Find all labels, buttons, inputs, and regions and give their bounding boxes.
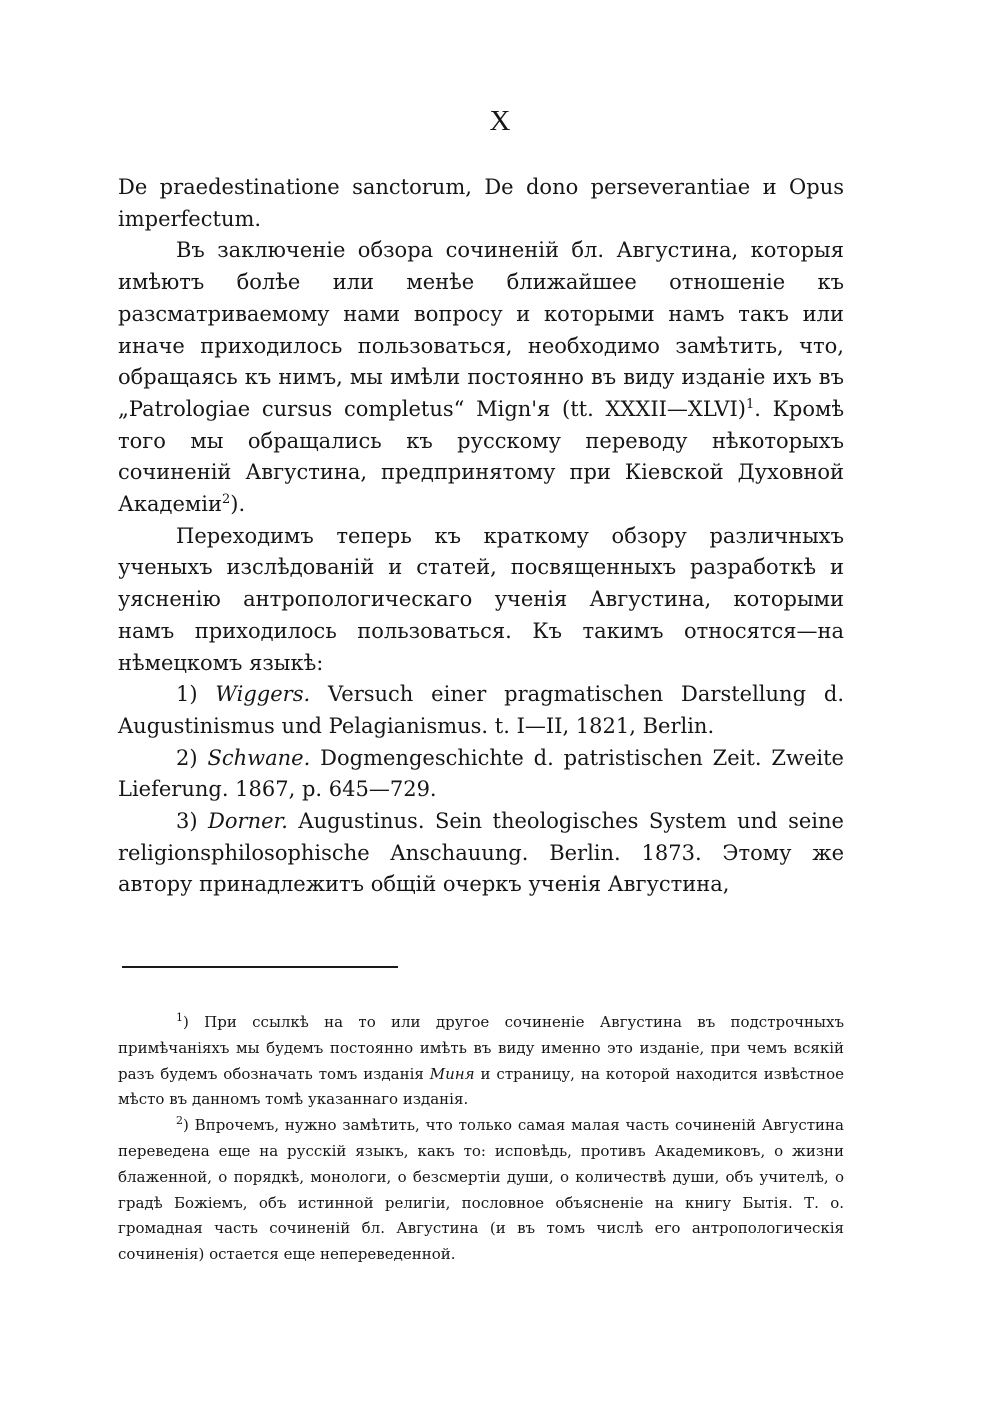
reference-number: 2): [176, 745, 198, 770]
paragraph-editions-text-c: ).: [230, 492, 246, 517]
footnotes: [118, 1010, 844, 1268]
reference-text: Augustinus. Sein theologisches System und seine religionsphilosophische Anschauung. Berlin. 1873. Этому же автору принадлежитъ общій очеркъ ученія Августина,: [118, 809, 844, 897]
reference-author: Wiggers.: [215, 682, 311, 707]
reference-text: Versuch einer pragmatischen Darstellung d. Augustinismus und Pelagianismus. t. I—II, 1821, Berlin.: [118, 682, 844, 738]
paragraph-editions: [118, 235, 844, 520]
paragraph-editions-text-b: . Кромѣ того мы обращались къ русскому переводу нѣкоторыхъ сочиненій Августина, предпринятому при Кіевской Духовной Академіи: [118, 396, 844, 517]
footnote-text: ) Впрочемъ, нужно замѣтить, что только самая малая часть сочиненій Августина переведена еще на русскій языкъ, какъ то: исповѣдь, противъ Академиковъ, о жизни блаженной, о порядкѣ, монологи, о безсмертіи души, о количествѣ души, объ учителѣ, о градѣ Божіемъ, объ истинной религіи, пословное объясненіе на книгу Бытія. Т. о. громадная часть сочиненій бл. Августина (и въ томъ числѣ его антропологическія сочиненія) остается еще непереведенной.: [118, 1116, 844, 1264]
reference-item: [118, 806, 844, 901]
reference-number: 1): [176, 682, 198, 707]
footnote-mark: 2: [176, 1114, 183, 1128]
footnote-text: ) При ссылкѣ на то или другое сочиненіе Августина въ подстрочныхъ примѣчаніяхъ мы будемъ постоянно имѣть въ виду именно это изданіе, при чемъ всякій разъ будемъ обозначать томъ изданія: [118, 1013, 844, 1083]
footnote-emphasis: Миня: [429, 1064, 475, 1083]
footnote-2: [118, 1113, 844, 1268]
footnote-ref-2[interactable]: 2: [221, 492, 231, 508]
paragraph-research-overview: Переходимъ теперь къ краткому обзору различныхъ ученыхъ изслѣдованій и статей, посвященныхъ разработкѣ и уясненію антропологическаго ученія Августина, которыми намъ приходилось пользоваться. Къ такимъ относятся—на нѣмецкомъ языкѣ:: [118, 523, 844, 675]
footnote-1: [118, 1010, 844, 1113]
reference-item: [118, 743, 844, 806]
reference-text: Dogmengeschichte d. patristischen Zeit. Zweite Lieferung. 1867, p. 645—729.: [118, 745, 844, 802]
reference-item: [118, 679, 844, 742]
paragraph-works-list: De praedestinatione sanctorum, De dono perseverantiae и Opus imperfectum.: [118, 175, 844, 231]
reference-author: Schwane.: [207, 745, 311, 770]
footnote-ref-1[interactable]: 1: [745, 396, 755, 412]
reference-author: Dorner.: [208, 809, 288, 834]
main-text: [118, 172, 844, 901]
footnote-text: и страницу, на которой находится извѣстное мѣсто въ данномъ томѣ указаннаго изданія.: [118, 1064, 844, 1109]
reference-number: 3): [176, 809, 198, 834]
page-number: X: [489, 105, 511, 137]
paragraph-editions-text-a: Въ заключеніе обзора сочиненій бл. Августина, которыя имѣютъ болѣе или менѣе ближайшее отношеніе къ разсматриваемому нами вопросу и которыми намъ такъ или иначе приходилось пользоваться, необходимо замѣтить, что, обращаясь къ нимъ, мы имѣли постоянно въ виду изданіе ихъ въ „Patrologiae cursus completus“ Mign'я (tt. XXXII—XLVI): [118, 238, 844, 421]
footnote-separator: [122, 966, 398, 968]
footnote-mark: 1: [176, 1011, 183, 1024]
